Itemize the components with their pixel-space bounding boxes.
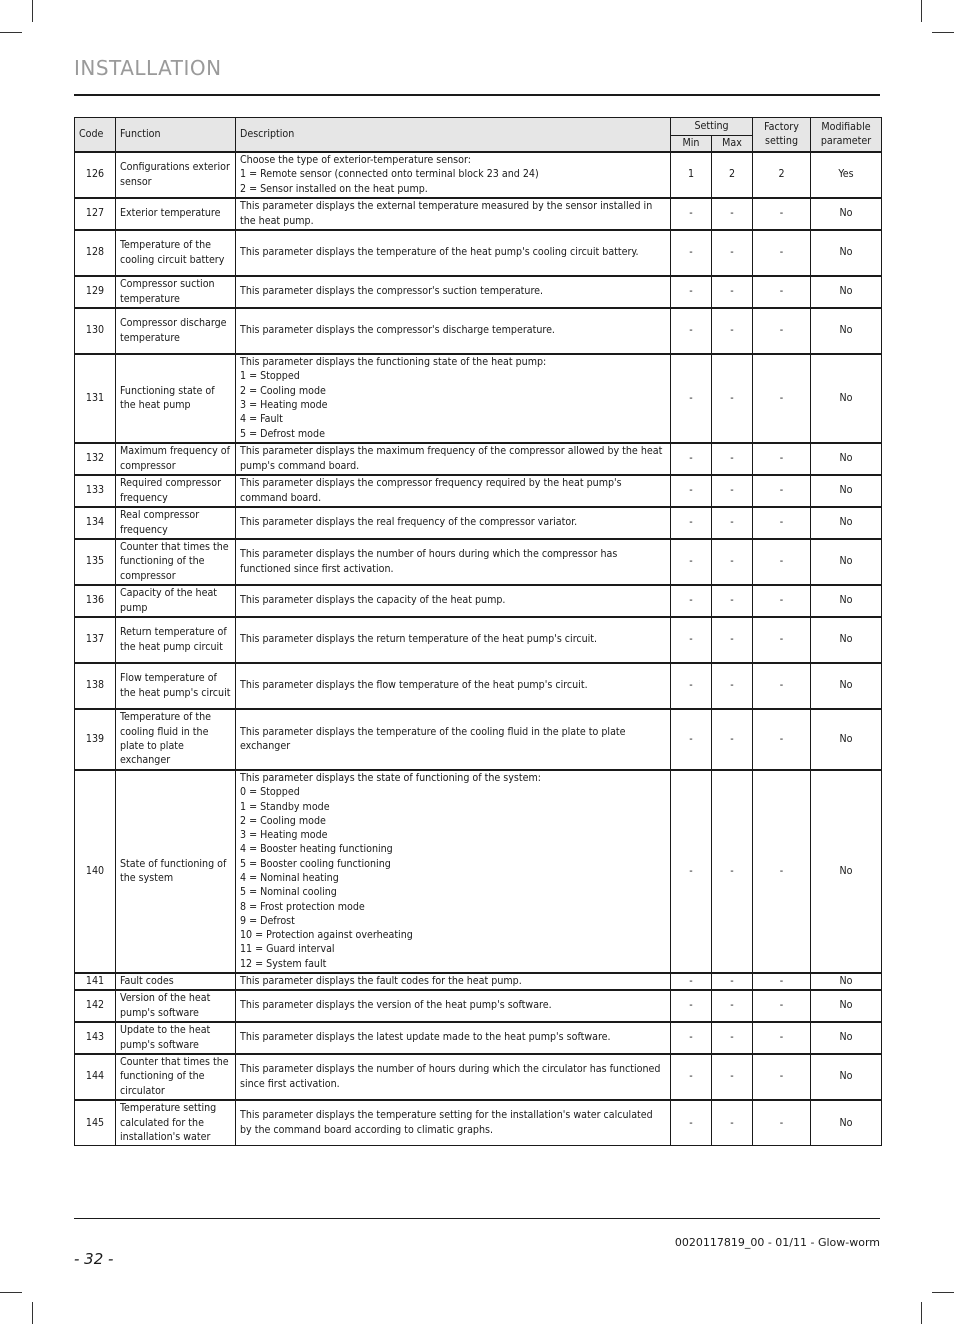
cell-factory-setting: - [753,617,811,663]
cell-code: 130 [75,308,116,354]
table-row [75,1100,882,1146]
cell-code: 131 [75,354,116,443]
cell-modifiable: No [811,276,882,308]
cell-max: - [712,276,753,308]
cell-code: 142 [75,990,116,1022]
cell-function: State of functioning of the system [116,770,236,973]
cell-modifiable: No [811,1022,882,1054]
table-row [75,198,882,230]
cell-min: - [671,354,712,443]
cell-code: 139 [75,709,116,770]
table-row [75,507,882,539]
cell-description: This parameter displays the fault codes for the heat pump. [236,973,671,990]
cell-description: This parameter displays the state of functioning of the system: 0 = Stopped 1 = Standby mode 2 = Cooling mode 3 = Heating mode 4 = Booster heating functioning 5 = Booster cooling functioning 4 = Nominal heating 5 = Nominal cooling 8 = Frost protection mode 9 = Defrost 10 = Protection against overheating 11 = Guard interval 12 = System fault [236,770,671,973]
table-row [75,709,882,770]
cell-modifiable: No [811,709,882,770]
table-row [75,539,882,585]
document-reference: 0020117819_00 - 01/11 - Glow-worm [674,1236,880,1249]
cell-description: This parameter displays the number of hours during which the circulator has functioned since first activation. [236,1054,671,1100]
cell-function: Temperature of the cooling fluid in the plate to plate exchanger [116,709,236,770]
header-min: Min [671,136,712,152]
cell-function: Configurations exterior sensor [116,152,236,198]
cell-min: - [671,617,712,663]
table-row [75,1022,882,1054]
cell-factory-setting: - [753,709,811,770]
cell-modifiable: No [811,507,882,539]
table-row [75,230,882,276]
cell-function: Maximum frequency of compressor [116,443,236,475]
cell-modifiable: No [811,663,882,709]
cell-function: Counter that times the functioning of the circulator [116,1054,236,1100]
table-row [75,443,882,475]
cell-description: This parameter displays the compressor's discharge temperature. [236,308,671,354]
cell-min: - [671,1054,712,1100]
cell-description: This parameter displays the compressor's suction temperature. [236,276,671,308]
cell-min: - [671,585,712,617]
cell-code: 126 [75,152,116,198]
cell-max: - [712,443,753,475]
table-row [75,770,882,973]
crop-mark [0,32,22,33]
cell-modifiable: No [811,617,882,663]
cell-max: - [712,1100,753,1146]
cell-min: - [671,990,712,1022]
cell-max: - [712,539,753,585]
crop-mark [32,0,33,22]
cell-function: Functioning state of the heat pump [116,354,236,443]
cell-description: This parameter displays the maximum frequency of the compressor allowed by the heat pump's command board. [236,443,671,475]
cell-code: 144 [75,1054,116,1100]
cell-code: 132 [75,443,116,475]
footer-divider [74,1218,880,1219]
cell-modifiable: No [811,230,882,276]
cell-function: Temperature setting calculated for the installation's water [116,1100,236,1146]
cell-factory-setting: - [753,354,811,443]
cell-function: Real compressor frequency [116,507,236,539]
cell-code: 134 [75,507,116,539]
cell-code: 133 [75,475,116,507]
cell-modifiable: No [811,308,882,354]
table-row [75,617,882,663]
cell-modifiable: Yes [811,152,882,198]
cell-min: - [671,443,712,475]
cell-code: 141 [75,973,116,990]
cell-description: Choose the type of exterior-temperature sensor: 1 = Remote sensor (connected onto terminal block 23 and 24) 2 = Sensor installed on the heat pump. [236,152,671,198]
cell-modifiable: No [811,443,882,475]
cell-function: Fault codes [116,973,236,990]
crop-mark [921,1302,922,1324]
cell-description: This parameter displays the return temperature of the heat pump's circuit. [236,617,671,663]
cell-function: Return temperature of the heat pump circuit [116,617,236,663]
page-number: - 32 - [74,1250,114,1268]
cell-factory-setting: - [753,308,811,354]
cell-description: This parameter displays the capacity of the heat pump. [236,585,671,617]
cell-factory-setting: - [753,507,811,539]
cell-min: - [671,973,712,990]
cell-code: 127 [75,198,116,230]
cell-min: - [671,198,712,230]
cell-code: 145 [75,1100,116,1146]
cell-code: 136 [75,585,116,617]
cell-factory-setting: - [753,1100,811,1146]
cell-max: 2 [712,152,753,198]
cell-min: - [671,475,712,507]
cell-min: - [671,663,712,709]
cell-description: This parameter displays the temperature setting for the installation's water calculated by the command board according to climatic graphs. [236,1100,671,1146]
cell-modifiable: No [811,585,882,617]
cell-max: - [712,308,753,354]
table-row [75,475,882,507]
cell-max: - [712,507,753,539]
cell-function: Compressor suction temperature [116,276,236,308]
crop-mark [32,1302,33,1324]
cell-code: 143 [75,1022,116,1054]
cell-factory-setting: - [753,539,811,585]
parameters-table [74,117,882,1146]
header-modifiable-parameter: Modifiable parameter [811,118,882,152]
cell-max: - [712,709,753,770]
cell-description: This parameter displays the compressor frequency required by the heat pump's command board. [236,475,671,507]
cell-code: 138 [75,663,116,709]
cell-factory-setting: - [753,585,811,617]
cell-min: - [671,276,712,308]
header-function: Function [116,118,236,152]
crop-mark [932,32,954,33]
table-body [75,152,882,1146]
crop-mark [0,1292,22,1293]
cell-max: - [712,230,753,276]
cell-max: - [712,198,753,230]
cell-modifiable: No [811,990,882,1022]
table-row [75,663,882,709]
cell-description: This parameter displays the real frequency of the compressor variator. [236,507,671,539]
table-row [75,1054,882,1100]
cell-description: This parameter displays the temperature of the heat pump's cooling circuit battery. [236,230,671,276]
cell-description: This parameter displays the version of the heat pump's software. [236,990,671,1022]
cell-factory-setting: - [753,770,811,973]
cell-modifiable: No [811,198,882,230]
cell-factory-setting: - [753,1022,811,1054]
cell-min: - [671,1100,712,1146]
cell-function: Counter that times the functioning of the compressor [116,539,236,585]
cell-function: Required compressor frequency [116,475,236,507]
cell-description: This parameter displays the number of hours during which the compressor has functioned since first activation. [236,539,671,585]
cell-max: - [712,1022,753,1054]
cell-function: Compressor discharge temperature [116,308,236,354]
cell-description: This parameter displays the flow temperature of the heat pump's circuit. [236,663,671,709]
cell-function: Update to the heat pump's software [116,1022,236,1054]
cell-factory-setting: - [753,198,811,230]
table-row [75,308,882,354]
cell-code: 137 [75,617,116,663]
table-row [75,276,882,308]
cell-modifiable: No [811,1100,882,1146]
cell-min: - [671,1022,712,1054]
cell-function: Capacity of the heat pump [116,585,236,617]
cell-min: - [671,770,712,973]
title-divider [74,94,880,96]
cell-factory-setting: - [753,475,811,507]
cell-max: - [712,990,753,1022]
cell-factory-setting: - [753,230,811,276]
table-row [75,585,882,617]
cell-min: - [671,539,712,585]
cell-code: 129 [75,276,116,308]
cell-modifiable: No [811,354,882,443]
cell-max: - [712,663,753,709]
cell-factory-setting: - [753,276,811,308]
cell-description: This parameter displays the external temperature measured by the sensor installed in the heat pump. [236,198,671,230]
cell-function: Temperature of the cooling circuit battery [116,230,236,276]
cell-max: - [712,973,753,990]
cell-code: 140 [75,770,116,973]
cell-function: Version of the heat pump's software [116,990,236,1022]
cell-modifiable: No [811,973,882,990]
cell-function: Exterior temperature [116,198,236,230]
cell-min: - [671,308,712,354]
crop-mark [921,0,922,22]
cell-modifiable: No [811,539,882,585]
cell-modifiable: No [811,475,882,507]
header-code: Code [75,118,116,152]
cell-min: - [671,709,712,770]
cell-max: - [712,475,753,507]
cell-min: - [671,507,712,539]
cell-description: This parameter displays the latest update made to the heat pump's software. [236,1022,671,1054]
cell-max: - [712,585,753,617]
cell-factory-setting: - [753,973,811,990]
cell-function: Flow temperature of the heat pump's circuit [116,663,236,709]
header-factory-setting: Factory setting [753,118,811,152]
page-title: INSTALLATION [74,56,222,80]
cell-description: This parameter displays the temperature of the cooling fluid in the plate to plate exchanger [236,709,671,770]
cell-factory-setting: - [753,443,811,475]
table-row [75,973,882,990]
cell-max: - [712,354,753,443]
cell-modifiable: No [811,1054,882,1100]
cell-factory-setting: 2 [753,152,811,198]
table-row [75,152,882,198]
header-setting: Setting [671,118,753,136]
cell-max: - [712,617,753,663]
table-row [75,990,882,1022]
cell-factory-setting: - [753,990,811,1022]
cell-code: 135 [75,539,116,585]
cell-min: - [671,230,712,276]
crop-mark [932,1292,954,1293]
cell-max: - [712,1054,753,1100]
cell-factory-setting: - [753,1054,811,1100]
cell-description: This parameter displays the functioning state of the heat pump: 1 = Stopped 2 = Cooling mode 3 = Heating mode 4 = Fault 5 = Defrost mode [236,354,671,443]
cell-factory-setting: - [753,663,811,709]
header-description: Description [236,118,671,152]
cell-max: - [712,770,753,973]
cell-min: 1 [671,152,712,198]
cell-modifiable: No [811,770,882,973]
header-max: Max [712,136,753,152]
cell-code: 128 [75,230,116,276]
table-row [75,354,882,443]
